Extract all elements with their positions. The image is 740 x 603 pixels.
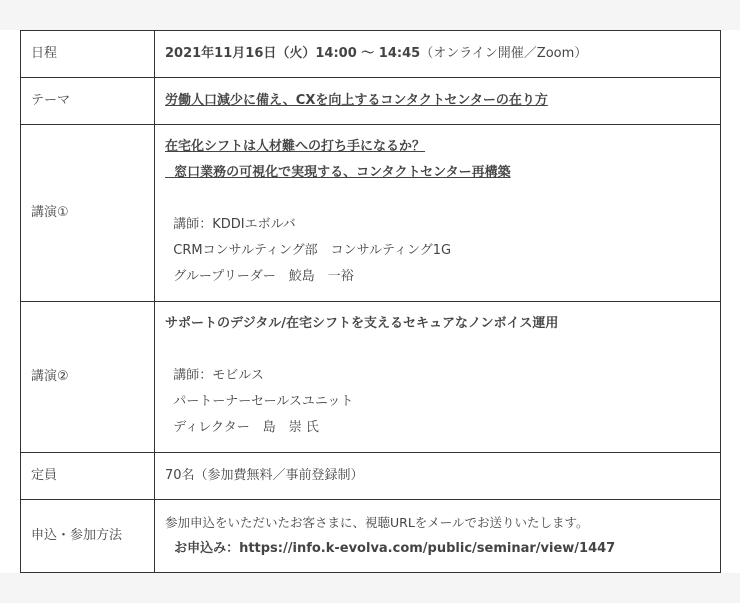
seminar-info-table	[20, 30, 721, 573]
lecture2-title: サポートのデジタル/在宅シフトを支えるセキュアなノンボイス運用	[165, 316, 559, 331]
lecture1-speaker-line2-wrap	[165, 238, 710, 264]
lecture2-speaker-line1: 講師：モビルス	[173, 368, 264, 383]
row-capacity	[21, 453, 721, 500]
lecture2-speaker-line3-wrap	[165, 415, 710, 441]
row-apply	[21, 500, 721, 573]
lecture1-title-line2: 窓口業務の可視化で実現する、コンタクトセンター再構築	[174, 165, 511, 180]
apply-link-wrap	[165, 536, 710, 562]
lecture1-speaker-line3-wrap	[165, 264, 710, 290]
date-value	[155, 31, 721, 78]
lecture2-speaker-line3: ディレクター 島 崇 氏	[173, 420, 319, 435]
theme-title: 労働人口減少に備え、CXを向上するコンタクトセンターの在り方	[165, 93, 548, 108]
theme-label: テーマ	[21, 78, 155, 125]
capacity-value: 70名（参加費無料／事前登録制）	[155, 453, 721, 500]
lecture1-title-line1: 在宅化シフトは人材難への打ち手になるか？	[165, 139, 426, 154]
lecture2-speaker-line2-wrap	[165, 389, 710, 415]
apply-value	[155, 500, 721, 573]
lecture1-label: 講演①	[21, 125, 155, 302]
lecture2-speaker-line2: パートーナーセールスユニット	[173, 394, 354, 409]
lecture2-value	[155, 302, 721, 453]
lecture1-title-line2-wrap	[165, 160, 710, 186]
row-date	[21, 31, 721, 78]
apply-link[interactable]: お申込み：https://info.k-evolva.com/public/seminar/view/1447	[174, 541, 616, 556]
row-lecture1	[21, 125, 721, 302]
apply-text: 参加申込をいただいたお客さまに、視聴URLをメールでお送りいたします。	[165, 515, 589, 530]
row-theme	[21, 78, 721, 125]
lecture1-value	[155, 125, 721, 302]
lecture1-speaker-line2: CRMコンサルティング部 コンサルティング1G	[173, 243, 452, 258]
capacity-label: 定員	[21, 453, 155, 500]
theme-value	[155, 78, 721, 125]
lecture1-speaker-line3: グループリーダー 鮫島 一裕	[173, 269, 354, 284]
lecture1-spacer	[165, 186, 710, 212]
date-datetime: 2021年11月16日（火）14:00 〜 14:45	[165, 46, 421, 61]
row-lecture2	[21, 302, 721, 453]
date-label: 日程	[21, 31, 155, 78]
lecture2-speaker-line1-wrap	[165, 363, 710, 389]
lecture2-label: 講演②	[21, 302, 155, 453]
lecture2-spacer	[165, 337, 710, 363]
lecture1-speaker-line1-wrap	[165, 212, 710, 238]
date-note: （オンライン開催／Zoom）	[420, 46, 588, 61]
page-sheet	[0, 30, 740, 573]
apply-label: 申込・参加方法	[21, 500, 155, 573]
lecture1-speaker-line1: 講師：KDDIエボルバ	[173, 217, 296, 232]
